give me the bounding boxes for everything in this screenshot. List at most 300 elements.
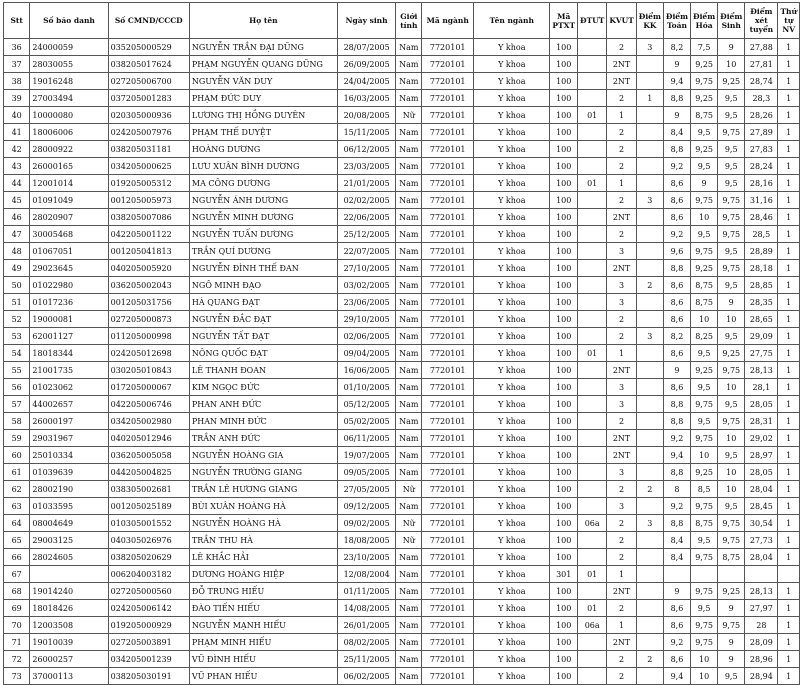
cell-id-number: 001205031756 [108, 294, 189, 311]
cell-preference-order: 1 [778, 260, 800, 277]
cell-admission-score: 28,04 [745, 549, 778, 566]
cell-bonus-points [636, 226, 663, 243]
cell-birth-date: 22/07/2005 [337, 243, 396, 260]
cell-admission-method: 100 [550, 226, 578, 243]
cell-gender: Nam [396, 90, 422, 107]
cell-candidate-number: 28030055 [30, 56, 108, 73]
table-row [4, 311, 800, 328]
cell-gender: Nữ [396, 107, 422, 124]
cell-admission-method: 301 [550, 566, 578, 583]
cell-priority-area: 3 [607, 294, 636, 311]
cell-major-code: 7720101 [422, 243, 474, 260]
cell-preference-order: 1 [778, 498, 800, 515]
table-row [4, 39, 800, 56]
table-row [4, 583, 800, 600]
cell-stt: 37 [4, 56, 30, 73]
cell-priority-area: 2NT [607, 447, 636, 464]
cell-candidate-number: 29031967 [30, 430, 108, 447]
cell-math-score: 8,8 [663, 515, 690, 532]
cell-candidate-number: 30005468 [30, 226, 108, 243]
cell-stt: 48 [4, 243, 30, 260]
cell-major-code: 7720101 [422, 396, 474, 413]
cell-full-name: TRẦN LÊ HƯƠNG GIANG [189, 481, 337, 498]
cell-bonus-points [636, 107, 663, 124]
cell-gender: Nữ [396, 532, 422, 549]
cell-stt: 64 [4, 515, 30, 532]
cell-admission-score: 28,05 [745, 464, 778, 481]
cell-major-name: Y khoa [474, 549, 550, 566]
cell-full-name: DƯƠNG HOÀNG HIỆP [189, 566, 337, 583]
cell-biology-score: 10 [718, 379, 745, 396]
cell-major-name: Y khoa [474, 396, 550, 413]
table-body [4, 39, 800, 685]
cell-birth-date: 25/12/2005 [337, 226, 396, 243]
cell-preference-order: 1 [778, 141, 800, 158]
cell-admission-score: 27,73 [745, 532, 778, 549]
cell-stt: 60 [4, 447, 30, 464]
cell-chemistry-score: 8,25 [691, 328, 718, 345]
cell-preference-order: 1 [778, 634, 800, 651]
cell-birth-date: 09/05/2005 [337, 464, 396, 481]
cell-priority-area: 3 [607, 396, 636, 413]
cell-id-number: 001205041813 [108, 243, 189, 260]
cell-candidate-number: 26000165 [30, 158, 108, 175]
cell-math-score: 9,4 [663, 73, 690, 90]
cell-bonus-points: 3 [636, 328, 663, 345]
cell-admission-score: 27,83 [745, 141, 778, 158]
cell-id-number: 044205004825 [108, 464, 189, 481]
cell-priority-group [578, 396, 607, 413]
cell-candidate-number: 01023062 [30, 379, 108, 396]
cell-priority-group [578, 73, 607, 90]
cell-id-number: 037205001283 [108, 90, 189, 107]
cell-gender: Nam [396, 277, 422, 294]
cell-major-name: Y khoa [474, 243, 550, 260]
cell-major-code: 7720101 [422, 192, 474, 209]
cell-admission-score: 28,1 [745, 379, 778, 396]
cell-math-score: 8,2 [663, 328, 690, 345]
cell-bonus-points [636, 243, 663, 260]
table-row [4, 141, 800, 158]
cell-full-name: ĐÀO TIẾN HIẾU [189, 600, 337, 617]
table-row [4, 515, 800, 532]
cell-major-code: 7720101 [422, 498, 474, 515]
cell-priority-area: 2 [607, 549, 636, 566]
cell-major-name: Y khoa [474, 175, 550, 192]
cell-full-name: NGUYỄN HOÀNG HÀ [189, 515, 337, 532]
cell-full-name: NGUYỄN HOÀNG GIA [189, 447, 337, 464]
cell-id-number: 038205007086 [108, 209, 189, 226]
cell-full-name: NGUYỄN MẠNH HIẾU [189, 617, 337, 634]
cell-priority-area: 3 [607, 379, 636, 396]
cell-id-number: 034205001239 [108, 651, 189, 668]
cell-birth-date: 28/07/2005 [337, 39, 396, 56]
cell-full-name: NGUYỄN ĐẮC ĐẠT [189, 311, 337, 328]
cell-biology-score: 9,5 [718, 447, 745, 464]
cell-priority-group: 06a [578, 515, 607, 532]
cell-admission-score: 28,85 [745, 277, 778, 294]
cell-bonus-points: 2 [636, 481, 663, 498]
cell-birth-date: 16/03/2005 [337, 90, 396, 107]
cell-biology-score: 9,5 [718, 158, 745, 175]
cell-candidate-number: 29023645 [30, 260, 108, 277]
cell-priority-group [578, 243, 607, 260]
cell-preference-order: 1 [778, 549, 800, 566]
cell-priority-area: 2NT [607, 362, 636, 379]
cell-preference-order: 1 [778, 294, 800, 311]
cell-math-score: 9 [663, 362, 690, 379]
header-admission-method: Mã PTXT [550, 3, 578, 39]
cell-math-score: 9 [663, 107, 690, 124]
cell-chemistry-score: 10 [691, 447, 718, 464]
cell-admission-score: 27,88 [745, 39, 778, 56]
cell-admission-score: 28,05 [745, 396, 778, 413]
cell-candidate-number: 01067051 [30, 243, 108, 260]
cell-birth-date: 05/02/2005 [337, 413, 396, 430]
cell-stt: 73 [4, 668, 30, 685]
cell-biology-score: 10 [718, 311, 745, 328]
cell-gender: Nam [396, 379, 422, 396]
header-priority-area: KVUT [607, 3, 636, 39]
cell-biology-score: 9 [718, 294, 745, 311]
cell-chemistry-score: 9,25 [691, 260, 718, 277]
cell-priority-group [578, 583, 607, 600]
cell-birth-date: 24/04/2005 [337, 73, 396, 90]
cell-major-code: 7720101 [422, 532, 474, 549]
cell-chemistry-score: 8,5 [691, 481, 718, 498]
cell-admission-score: 28,04 [745, 481, 778, 498]
table-row [4, 634, 800, 651]
cell-bonus-points [636, 498, 663, 515]
cell-full-name: NGUYỄN MINH DƯƠNG [189, 209, 337, 226]
cell-admission-score: 27,75 [745, 345, 778, 362]
cell-admission-method: 100 [550, 532, 578, 549]
cell-major-name: Y khoa [474, 379, 550, 396]
cell-birth-date: 26/09/2005 [337, 56, 396, 73]
cell-preference-order: 1 [778, 73, 800, 90]
cell-gender: Nam [396, 498, 422, 515]
cell-id-number: 030205010843 [108, 362, 189, 379]
cell-admission-score: 28,13 [745, 362, 778, 379]
cell-admission-score: 28,46 [745, 209, 778, 226]
cell-major-name: Y khoa [474, 226, 550, 243]
header-candidate-number: Số báo danh [30, 3, 108, 39]
cell-candidate-number: 18006006 [30, 124, 108, 141]
table-row [4, 481, 800, 498]
cell-preference-order: 1 [778, 532, 800, 549]
cell-admission-method: 100 [550, 209, 578, 226]
cell-admission-method: 100 [550, 192, 578, 209]
cell-priority-area: 1 [607, 566, 636, 583]
cell-bonus-points [636, 430, 663, 447]
cell-gender: Nam [396, 260, 422, 277]
cell-admission-method: 100 [550, 90, 578, 107]
cell-full-name: MA CÔNG DƯƠNG [189, 175, 337, 192]
cell-gender: Nam [396, 549, 422, 566]
cell-admission-method: 100 [550, 396, 578, 413]
cell-candidate-number: 19010039 [30, 634, 108, 651]
cell-candidate-number: 27003494 [30, 90, 108, 107]
cell-id-number: 024205012698 [108, 345, 189, 362]
cell-major-name: Y khoa [474, 634, 550, 651]
cell-bonus-points [636, 175, 663, 192]
header-birth-date: Ngày sinh [337, 3, 396, 39]
cell-admission-score: 30,54 [745, 515, 778, 532]
cell-admission-method: 100 [550, 56, 578, 73]
cell-gender: Nam [396, 464, 422, 481]
cell-math-score: 8,8 [663, 90, 690, 107]
cell-major-code: 7720101 [422, 413, 474, 430]
cell-bonus-points [636, 345, 663, 362]
cell-priority-group [578, 634, 607, 651]
cell-stt: 41 [4, 124, 30, 141]
cell-birth-date: 22/06/2005 [337, 209, 396, 226]
cell-major-code: 7720101 [422, 175, 474, 192]
cell-priority-group: 01 [578, 175, 607, 192]
cell-major-code: 7720101 [422, 107, 474, 124]
cell-major-name: Y khoa [474, 124, 550, 141]
cell-admission-method: 100 [550, 124, 578, 141]
cell-stt: 70 [4, 617, 30, 634]
table-row [4, 600, 800, 617]
cell-id-number: 036205002043 [108, 277, 189, 294]
cell-chemistry-score: 9 [691, 175, 718, 192]
cell-math-score: 8,8 [663, 396, 690, 413]
cell-admission-method: 100 [550, 345, 578, 362]
cell-math-score: 9 [663, 583, 690, 600]
cell-birth-date: 02/02/2005 [337, 192, 396, 209]
cell-math-score: 9 [663, 56, 690, 73]
cell-candidate-number: 19014240 [30, 583, 108, 600]
cell-major-name: Y khoa [474, 73, 550, 90]
cell-math-score: 9,2 [663, 634, 690, 651]
cell-biology-score: 9 [718, 651, 745, 668]
cell-admission-method: 100 [550, 481, 578, 498]
cell-preference-order: 1 [778, 430, 800, 447]
cell-major-name: Y khoa [474, 430, 550, 447]
cell-chemistry-score [691, 566, 718, 583]
table-row [4, 345, 800, 362]
cell-full-name: NGUYỄN VĂN DUY [189, 73, 337, 90]
cell-biology-score: 9,5 [718, 90, 745, 107]
cell-chemistry-score: 9,25 [691, 362, 718, 379]
cell-gender: Nam [396, 158, 422, 175]
cell-biology-score: 9,25 [718, 73, 745, 90]
cell-candidate-number: 18018426 [30, 600, 108, 617]
cell-full-name: NGUYỄN ĐÌNH THẾ ĐAN [189, 260, 337, 277]
table-row [4, 209, 800, 226]
cell-major-name: Y khoa [474, 515, 550, 532]
cell-id-number: 038305002681 [108, 481, 189, 498]
cell-id-number: 042205006746 [108, 396, 189, 413]
cell-stt: 43 [4, 158, 30, 175]
cell-admission-method: 100 [550, 175, 578, 192]
cell-major-name: Y khoa [474, 600, 550, 617]
cell-admission-score: 28,35 [745, 294, 778, 311]
cell-bonus-points [636, 56, 663, 73]
cell-preference-order: 1 [778, 600, 800, 617]
cell-gender: Nam [396, 39, 422, 56]
cell-candidate-number: 29003125 [30, 532, 108, 549]
header-full-name: Họ tên [189, 3, 337, 39]
cell-candidate-number: 12003508 [30, 617, 108, 634]
cell-full-name: LÊ THANH ĐOAN [189, 362, 337, 379]
cell-preference-order: 1 [778, 124, 800, 141]
cell-gender: Nam [396, 328, 422, 345]
cell-preference-order: 1 [778, 107, 800, 124]
cell-id-number: 027205000560 [108, 583, 189, 600]
cell-stt: 36 [4, 39, 30, 56]
cell-candidate-number: 24000059 [30, 39, 108, 56]
cell-priority-area: 3 [607, 277, 636, 294]
cell-major-code: 7720101 [422, 158, 474, 175]
cell-priority-area: 1 [607, 617, 636, 634]
cell-priority-area: 2 [607, 532, 636, 549]
cell-admission-score: 28,31 [745, 413, 778, 430]
cell-admission-score: 28 [745, 617, 778, 634]
cell-birth-date: 29/10/2005 [337, 311, 396, 328]
cell-id-number: 017205000067 [108, 379, 189, 396]
cell-admission-score: 27,81 [745, 56, 778, 73]
cell-admission-score: 29,09 [745, 328, 778, 345]
cell-stt: 44 [4, 175, 30, 192]
cell-math-score: 8,8 [663, 260, 690, 277]
cell-id-number: 001205025189 [108, 498, 189, 515]
cell-chemistry-score: 9,5 [691, 379, 718, 396]
cell-admission-method: 100 [550, 379, 578, 396]
cell-admission-method: 100 [550, 294, 578, 311]
cell-bonus-points [636, 379, 663, 396]
cell-chemistry-score: 9,5 [691, 158, 718, 175]
table-row [4, 498, 800, 515]
cell-admission-score [745, 566, 778, 583]
cell-priority-group [578, 90, 607, 107]
cell-priority-area: 3 [607, 464, 636, 481]
cell-birth-date: 23/03/2005 [337, 158, 396, 175]
cell-bonus-points [636, 583, 663, 600]
cell-birth-date: 16/06/2005 [337, 362, 396, 379]
cell-admission-score: 28,09 [745, 634, 778, 651]
cell-gender: Nam [396, 447, 422, 464]
cell-birth-date: 01/11/2005 [337, 583, 396, 600]
cell-major-name: Y khoa [474, 260, 550, 277]
cell-candidate-number: 37000113 [30, 668, 108, 685]
cell-priority-area: 2 [607, 158, 636, 175]
cell-biology-score: 9,75 [718, 362, 745, 379]
cell-major-code: 7720101 [422, 124, 474, 141]
cell-full-name: LƯU XUÂN BÌNH DƯƠNG [189, 158, 337, 175]
cell-id-number: 006204003182 [108, 566, 189, 583]
cell-major-code: 7720101 [422, 515, 474, 532]
cell-biology-score: 9,75 [718, 515, 745, 532]
cell-bonus-points: 3 [636, 515, 663, 532]
cell-math-score: 8,6 [663, 294, 690, 311]
cell-stt: 40 [4, 107, 30, 124]
cell-biology-score: 10 [718, 56, 745, 73]
cell-math-score: 8,6 [663, 617, 690, 634]
cell-major-code: 7720101 [422, 379, 474, 396]
cell-birth-date: 23/06/2005 [337, 294, 396, 311]
cell-math-score: 8,2 [663, 39, 690, 56]
cell-id-number: 042205001122 [108, 226, 189, 243]
cell-full-name: NGUYỄN TẤT ĐẠT [189, 328, 337, 345]
cell-major-name: Y khoa [474, 107, 550, 124]
cell-bonus-points [636, 141, 663, 158]
cell-gender: Nam [396, 226, 422, 243]
cell-math-score: 8,8 [663, 141, 690, 158]
cell-gender: Nam [396, 175, 422, 192]
cell-birth-date: 12/08/2004 [337, 566, 396, 583]
cell-priority-area: 2 [607, 600, 636, 617]
cell-major-code: 7720101 [422, 617, 474, 634]
cell-math-score: 8,4 [663, 532, 690, 549]
cell-gender: Nam [396, 192, 422, 209]
cell-birth-date: 18/08/2005 [337, 532, 396, 549]
table-row [4, 651, 800, 668]
cell-full-name: TRẦN QUÍ DƯƠNG [189, 243, 337, 260]
cell-chemistry-score: 9,75 [691, 549, 718, 566]
cell-major-code: 7720101 [422, 447, 474, 464]
cell-admission-score: 31,16 [745, 192, 778, 209]
cell-admission-score: 28,45 [745, 498, 778, 515]
cell-major-code: 7720101 [422, 362, 474, 379]
cell-major-code: 7720101 [422, 39, 474, 56]
cell-admission-method: 100 [550, 600, 578, 617]
cell-bonus-points: 1 [636, 90, 663, 107]
cell-full-name: PHẠM THẾ DUYỆT [189, 124, 337, 141]
cell-major-code: 7720101 [422, 345, 474, 362]
cell-priority-group [578, 413, 607, 430]
cell-biology-score: 9,75 [718, 617, 745, 634]
table-row [4, 175, 800, 192]
header-preference-order: Thứ tự NV [778, 3, 800, 39]
cell-stt: 55 [4, 362, 30, 379]
cell-major-code: 7720101 [422, 90, 474, 107]
cell-biology-score: 10 [718, 430, 745, 447]
cell-birth-date: 06/11/2005 [337, 430, 396, 447]
cell-preference-order: 1 [778, 413, 800, 430]
cell-bonus-points: 3 [636, 192, 663, 209]
cell-chemistry-score: 9,5 [691, 532, 718, 549]
cell-stt: 57 [4, 396, 30, 413]
cell-id-number: 038205017624 [108, 56, 189, 73]
cell-priority-group: 06a [578, 617, 607, 634]
cell-id-number: 034205000625 [108, 158, 189, 175]
cell-preference-order: 1 [778, 243, 800, 260]
cell-gender: Nam [396, 600, 422, 617]
cell-biology-score: 9,5 [718, 668, 745, 685]
cell-admission-method: 100 [550, 549, 578, 566]
cell-preference-order [778, 566, 800, 583]
cell-full-name: KIM NGỌC ĐỨC [189, 379, 337, 396]
cell-priority-area: 2 [607, 515, 636, 532]
cell-biology-score: 10 [718, 464, 745, 481]
cell-full-name: TRẦN ANH ĐỨC [189, 430, 337, 447]
cell-id-number: 011205000998 [108, 328, 189, 345]
cell-biology-score: 9,75 [718, 209, 745, 226]
cell-priority-area: 2NT [607, 73, 636, 90]
cell-admission-method: 100 [550, 39, 578, 56]
cell-math-score: 8,6 [663, 277, 690, 294]
cell-gender: Nam [396, 617, 422, 634]
cell-gender: Nam [396, 294, 422, 311]
cell-candidate-number: 28000922 [30, 141, 108, 158]
cell-chemistry-score: 9,75 [691, 192, 718, 209]
cell-bonus-points [636, 362, 663, 379]
header-math-score: Điểm Toán [663, 3, 690, 39]
cell-preference-order: 1 [778, 226, 800, 243]
cell-admission-method: 100 [550, 651, 578, 668]
